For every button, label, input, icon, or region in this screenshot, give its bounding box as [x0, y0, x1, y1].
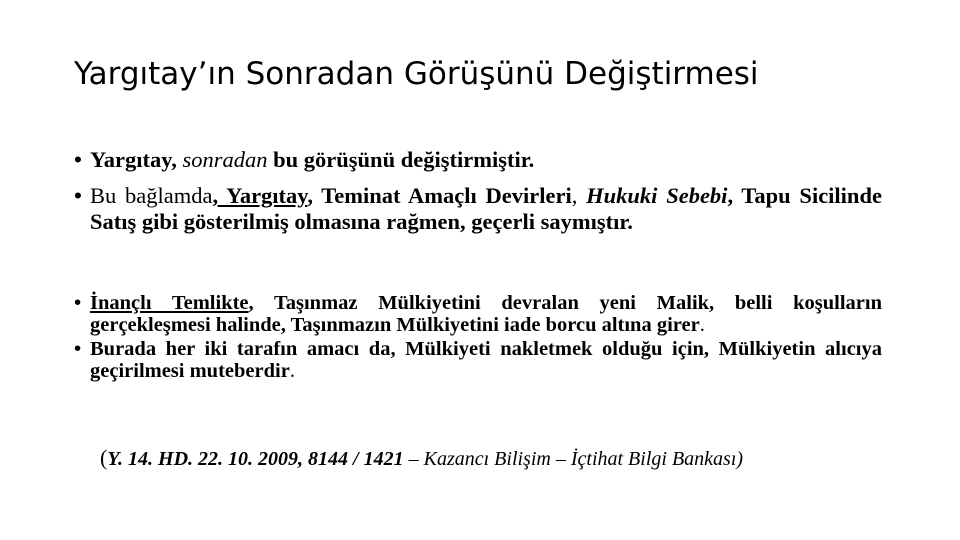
- bullet-2-text-a: Bu bağlamda: [90, 183, 213, 208]
- slide-title: Yargıtay’ın Sonradan Görüşünü Değiştirmesi: [74, 56, 759, 92]
- bullet-list-upper: [74, 147, 882, 235]
- citation-open-paren: (: [100, 445, 108, 470]
- bullet-4-text-a: Burada her iki tarafın amacı da, Mülkiyeti nakletmek olduğu için, Mülkiyetin alıcıya geçirilmesi muteberdir: [90, 338, 882, 382]
- citation: [100, 445, 743, 471]
- bullet-item-2: [74, 183, 882, 235]
- bullet-2-text-italic: Hukuki Sebebi: [586, 183, 728, 208]
- bullet-3-text-period: .: [699, 314, 705, 336]
- bullet-dot-icon: •: [74, 183, 82, 208]
- bullet-item-3: [74, 292, 882, 336]
- bullet-2-text-b: , Teminat Amaçlı Devirleri: [307, 183, 572, 208]
- bullet-dot-icon: •: [74, 147, 82, 172]
- bullet-2-text-underlined: , Yargıtay: [212, 183, 308, 208]
- bullet-2-text-d: , Tapu Sicilinde Satış gibi gösterilmiş olmasına rağmen, geçerli saymıştır.: [90, 183, 882, 234]
- bullet-item-4: [74, 338, 882, 382]
- citation-source: – Kazancı Bilişim – İçtihat Bilgi Bankası): [408, 448, 744, 470]
- bullet-1-text-a: Yargıtay,: [90, 147, 183, 172]
- bullet-dot-icon: •: [74, 291, 82, 314]
- bullet-dot-icon: •: [74, 337, 82, 360]
- bullet-3-text-a: , Taşınmaz Mülkiyetini devralan yeni Malik, belli koşulların gerçekleşmesi halinde, Taşınmazın Mülkiyetini iade borcu altına girer: [90, 292, 882, 336]
- bullet-4-text-period: .: [289, 360, 295, 382]
- bullet-list-lower: [74, 292, 882, 382]
- bullet-item-1: [74, 147, 882, 173]
- bullet-3-text-underlined: İnançlı Temlikte: [90, 292, 249, 314]
- citation-reference: Y. 14. HD. 22. 10. 2009, 8144 / 1421: [107, 448, 409, 470]
- bullet-2-text-c: ,: [571, 183, 587, 208]
- bullet-1-text-b: bu görüşünü değiştirmiştir.: [267, 147, 535, 172]
- bullet-1-text-italic: sonradan: [182, 147, 268, 172]
